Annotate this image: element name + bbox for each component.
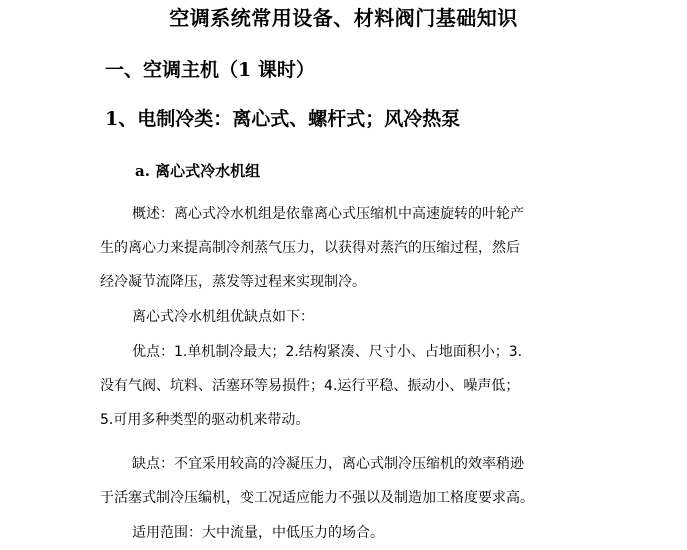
subsection-heading: 1、电制冷类：离心式、螺杆式；风冷热泵	[105, 108, 461, 130]
pros-line: 优点：1.单机制冷最大；2.结构紧凑、尺寸小、占地面积小；3.	[132, 344, 523, 360]
cons-line: 于活塞式制冷压编机，变工况适应能力不强以及制造加工格度要求高。	[100, 490, 534, 506]
overview-line: 经冷凝节流降压，蒸发等过程来实现制冷。	[100, 274, 366, 290]
section-heading: 一、空调主机（1 课时）	[105, 59, 315, 81]
cons-paragraph	[100, 447, 600, 515]
scope-line: 适用范围：大中流量，中低压力的场合。	[132, 525, 384, 541]
scope-paragraph	[100, 516, 600, 550]
pros-cons-intro	[100, 300, 600, 334]
pros-cons-intro-line: 离心式冷水机组优缺点如下：	[132, 309, 314, 325]
item-heading: a. 离心式冷水机组	[135, 162, 261, 180]
pros-line: 没有气阀、坑料、活塞环等易损件；4.运行平稳、振动小、噪声低；	[100, 378, 520, 394]
document-title: 空调系统常用设备、材料阀门基础知识	[169, 6, 518, 30]
overview-paragraph	[100, 197, 600, 299]
cons-line: 缺点：不宜采用较高的冷凝压力，离心式制冷压缩机的效率稍逊	[132, 456, 524, 472]
overview-line: 生的离心力来提高制冷剂蒸气压力，以获得对蒸汽的压缩过程，然后	[100, 240, 520, 256]
pros-line: 5.可用多种类型的驱动机来带动。	[100, 412, 310, 428]
pros-paragraph	[100, 335, 600, 437]
overview-line: 概述：离心式冷水机组是依靠离心式压缩机中高速旋转的叶轮产	[132, 206, 524, 222]
